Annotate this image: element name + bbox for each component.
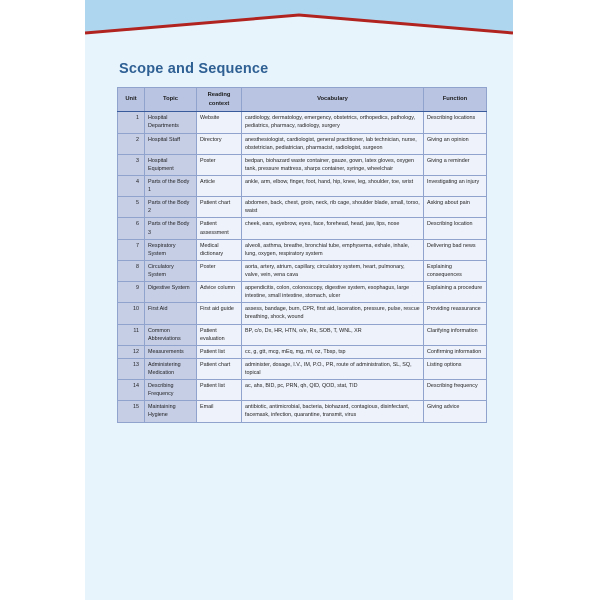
cell-topic: Parts of the Body 3 (145, 218, 197, 239)
cell-function: Giving an opinion (424, 133, 487, 154)
cell-reading-context: Directory (197, 133, 242, 154)
table-row (118, 260, 487, 281)
table-row (118, 112, 487, 133)
cell-topic: Hospital Staff (145, 133, 197, 154)
cell-unit: 3 (118, 154, 145, 175)
cell-reading-context: Patient list (197, 345, 242, 358)
cell-topic: First Aid (145, 303, 197, 324)
cell-function: Giving advice (424, 401, 487, 422)
cell-unit: 13 (118, 358, 145, 379)
cell-topic: Parts of the Body 2 (145, 197, 197, 218)
cell-vocabulary: antibiotic, antimicrobial, bacteria, biohazard, contagious, disinfectant, facemask, infection, quarantine, transmit, virus (242, 401, 424, 422)
table-body (118, 112, 487, 422)
cell-vocabulary: assess, bandage, burn, CPR, first aid, laceration, pressure, pulse, rescue breathing, shock, wound (242, 303, 424, 324)
cell-reading-context: Poster (197, 260, 242, 281)
cell-function: Describing locations (424, 112, 487, 133)
table-row (118, 303, 487, 324)
cell-function: Confirming information (424, 345, 487, 358)
cell-unit: 1 (118, 112, 145, 133)
cell-unit: 10 (118, 303, 145, 324)
cell-reading-context: Advice column (197, 282, 242, 303)
table-row (118, 345, 487, 358)
cell-topic: Parts of the Body 1 (145, 176, 197, 197)
cell-topic: Circulatory System (145, 260, 197, 281)
cell-vocabulary: ankle, arm, elbow, finger, foot, hand, hip, knee, leg, shoulder, toe, wrist (242, 176, 424, 197)
table-row (118, 154, 487, 175)
cell-unit: 15 (118, 401, 145, 422)
cell-function: Asking about pain (424, 197, 487, 218)
cell-vocabulary: cheek, ears, eyebrow, eyes, face, forehead, head, jaw, lips, nose (242, 218, 424, 239)
cell-function: Providing reassurance (424, 303, 487, 324)
cell-reading-context: Patient chart (197, 197, 242, 218)
document-page (85, 0, 513, 600)
cell-function: Delivering bad news (424, 239, 487, 260)
cell-topic: Describing Frequency (145, 380, 197, 401)
cell-reading-context: Patient evaluation (197, 324, 242, 345)
cell-unit: 2 (118, 133, 145, 154)
cell-vocabulary: ac, ahs, BID, pc, PRN, qh, QID, QOD, stat, TID (242, 380, 424, 401)
cell-vocabulary: cc, g, gtt, mcg, mEq, mg, ml, oz, Tbsp, tsp (242, 345, 424, 358)
cell-vocabulary: BP, c/o, Dx, HR, HTN, o/e, Rx, SOB, T, WNL, XR (242, 324, 424, 345)
cell-vocabulary: aorta, artery, atrium, capillary, circulatory system, heart, pulmonary, valve, vein, vena cava (242, 260, 424, 281)
cell-unit: 11 (118, 324, 145, 345)
cell-topic: Administering Medication (145, 358, 197, 379)
column-header-function: Function (424, 88, 487, 112)
cell-topic: Measurements (145, 345, 197, 358)
table-row (118, 358, 487, 379)
table-header-row (118, 88, 487, 112)
table-row (118, 239, 487, 260)
cell-vocabulary: appendicitis, colon, colonoscopy, digestive system, esophagus, large intestine, small intestine, stomach, ulcer (242, 282, 424, 303)
cell-topic: Maintaining Hygiene (145, 401, 197, 422)
cell-reading-context: First aid guide (197, 303, 242, 324)
chevron-graphic (85, 0, 513, 48)
table-row (118, 324, 487, 345)
column-header-vocabulary: Vocabulary (242, 88, 424, 112)
cell-vocabulary: administer, dosage, I.V., IM, P.O., PR, route of administration, SL, SQ, topical (242, 358, 424, 379)
cell-unit: 8 (118, 260, 145, 281)
cell-function: Investigating an injury (424, 176, 487, 197)
cell-unit: 5 (118, 197, 145, 218)
cell-vocabulary: bedpan, biohazard waste container, gauze, gown, latex gloves, oxygen tank, pressure mattress, sharps container, syringe, wheelchair (242, 154, 424, 175)
cell-function: Listing options (424, 358, 487, 379)
cell-unit: 6 (118, 218, 145, 239)
table-header (118, 88, 487, 112)
decorative-header-band (85, 0, 513, 48)
cell-vocabulary: alveoli, asthma, breathe, bronchial tube, emphysema, exhale, inhale, lung, oxygen, respiratory system (242, 239, 424, 260)
cell-topic: Common Abbreviations (145, 324, 197, 345)
cell-unit: 7 (118, 239, 145, 260)
table-row (118, 401, 487, 422)
cell-topic: Hospital Equipment (145, 154, 197, 175)
cell-vocabulary: anesthesiologist, cardiologist, general practitioner, lab technician, nurse, obstetrician, pediatrician, pharmacist, radiologist, surgeon (242, 133, 424, 154)
table-row (118, 380, 487, 401)
cell-reading-context: Patient chart (197, 358, 242, 379)
table-row (118, 282, 487, 303)
table-row (118, 176, 487, 197)
cell-function: Describing location (424, 218, 487, 239)
cell-vocabulary: abdomen, back, chest, groin, neck, rib cage, shoulder blade, small, torso, waist (242, 197, 424, 218)
cell-topic: Digestive System (145, 282, 197, 303)
cell-function: Giving a reminder (424, 154, 487, 175)
cell-reading-context: Website (197, 112, 242, 133)
cell-reading-context: Email (197, 401, 242, 422)
cell-vocabulary: cardiology, dermatology, emergency, obstetrics, orthopedics, pathology, pediatrics, pharmacy, radiology, surgery (242, 112, 424, 133)
page-title: Scope and Sequence (119, 61, 269, 77)
table-row (118, 133, 487, 154)
cell-function: Explaining a procedure (424, 282, 487, 303)
cell-function: Clarifying information (424, 324, 487, 345)
table-row (118, 218, 487, 239)
cell-topic: Hospital Departments (145, 112, 197, 133)
column-header-topic: Topic (145, 88, 197, 112)
cell-function: Explaining consequences (424, 260, 487, 281)
cell-unit: 9 (118, 282, 145, 303)
table-row (118, 197, 487, 218)
cell-reading-context: Article (197, 176, 242, 197)
column-header-reading-context: Reading context (197, 88, 242, 112)
cell-unit: 4 (118, 176, 145, 197)
cell-unit: 14 (118, 380, 145, 401)
cell-function: Describing frequency (424, 380, 487, 401)
cell-unit: 12 (118, 345, 145, 358)
scope-and-sequence-table (117, 87, 487, 423)
cell-topic: Respiratory System (145, 239, 197, 260)
cell-reading-context: Poster (197, 154, 242, 175)
column-header-unit: Unit (118, 88, 145, 112)
cell-reading-context: Medical dictionary (197, 239, 242, 260)
cell-reading-context: Patient assessment (197, 218, 242, 239)
cell-reading-context: Patient list (197, 380, 242, 401)
